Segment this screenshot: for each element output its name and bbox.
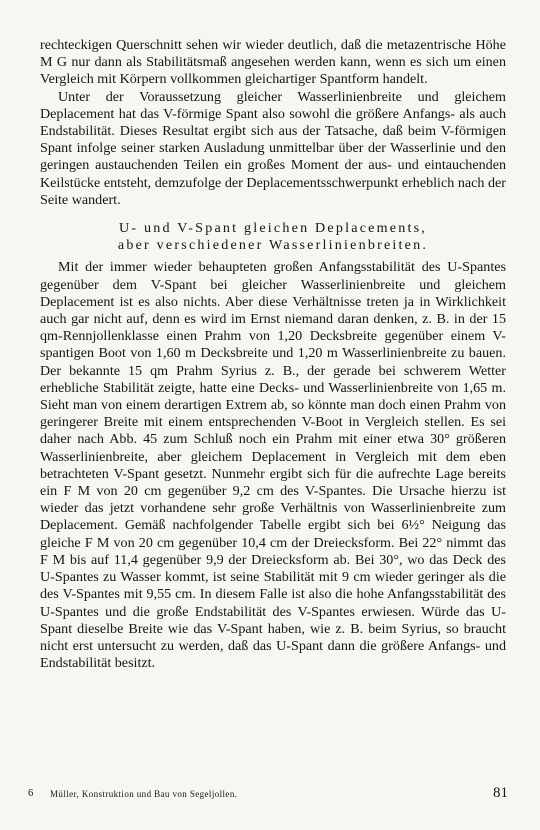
paragraph-2: Unter der Voraussetzung gleicher Wasserlinienbreite und gleichem Deplacement hat das V-förmige Spant also sowohl die größere Anfangs- als auch Endstabilität. Dieses Resultat ergibt sich aus der Tatsache, daß beim V-förmigen Spant infolge seiner starken Ausladung unmittelbar über der Wasserlinie und den geringen austauchenden Teilen ein großes Moment der aus- und eintauchenden Keilstücke entsteht, demzufolge der Deplacementsschwerpunkt erheblich nach der Seite wandert. [40, 88, 506, 208]
signature-mark: 6 [28, 788, 34, 799]
page-number: 81 [493, 785, 508, 801]
running-title: Müller, Konstruktion und Bau von Segeljollen. [50, 789, 238, 799]
paragraph-3: Mit der immer wieder behaupteten großen Anfangsstabilität des U-Spantes gegenüber dem V-Spant bei gleicher Wasserlinienbreite und gleichem Deplacement ist es also nichts. Aber diese Verhältnisse treten ja in Wirklichkeit auch gar nicht auf, denn es wird im Ernst niemand daran denken, z. B. in der 15 qm-Rennjollenklasse einen Prahm von 1,20 Decksbreite gegenüber einem V-spantigen Boot von 1,60 m Decksbreite und 1,20 m Wasserlinienbreite zu bauen. Der bekannte 15 qm Prahm Syrius z. B., der gerade bei schwerem Wetter erhebliche Stabilität zeigte, hatte eine Decks- und Wasserlinienbreite von 1,65 m. Sieht man von einem derartigen Extrem ab, so könnte man doch einen Prahm von geringerer Breite mit einem entsprechenden V-Boot in Vergleich stellen. Es sei daher nach Abb. 45 zum Schluß noch ein Prahm mit einer etwa 30° größeren Wasserlinienbreite, aber gleichem Deplacement in Vergleich mit dem eben betrachteten V-Spant gesetzt. Nunmehr ergibt sich für die aufrechte Lage bereits ein F M von 20 cm gegenüber 9,2 cm des V-Spantes. Die Ursache hierzu ist wieder das jetzt vorhandene sehr große Verhältnis von Wasserlinienbreite zum Deplacement. Gemäß nachfolgender Tabelle ergibt sich bei 6½° Neigung das gleiche F M von 20 cm gegenüber 10,4 cm der Dreiecksform. Bei 22° nimmt das F M bis auf 11,4 gegenüber 9,9 der Dreiecksform ab. Bei 30°, wo das Deck des U-Spantes zu Wasser kommt, ist seine Stabilität mit 9 cm wieder geringer als die des V-Spantes mit 9,55 cm. In diesem Falle ist also die hohe Anfangsstabilität des U-Spantes und die große Endstabilität des V-Spantes erwiesen. Würde das U-Spant dieselbe Breite wie das V-Spant haben, wie z. B. beim Syrius, so braucht nicht erst untersucht zu werden, daß das U-Spant dann die größere Anfangs- und Endstabilität besitzt. [40, 259, 506, 672]
paragraph-1: rechteckigen Querschnitt sehen wir wieder deutlich, daß die metazentrische Höhe M G nur dann als Stabilitätsmaß angesehen werden kann, wenn es sich um einen Vergleich mit Körpern vollkommen gleichartiger Spantform handelt. [40, 37, 506, 88]
page-footer [28, 785, 508, 805]
section-heading-line-2: aber verschiedener Wasserlinienbreiten. [117, 237, 429, 254]
main-text [40, 37, 506, 672]
section-heading-line-1: U- und V-Spant gleichen Deplacements, [118, 220, 428, 237]
section-heading [40, 220, 506, 254]
